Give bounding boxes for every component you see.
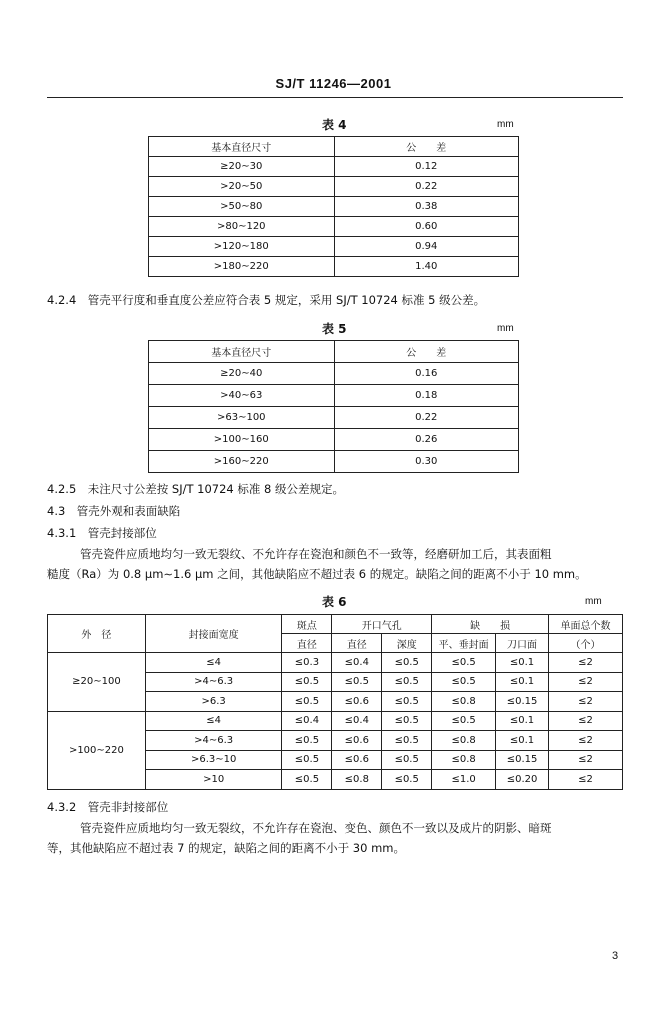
table6-cell: ≤2 <box>549 770 623 790</box>
table6-cell: ≤0.1 <box>496 653 549 673</box>
table6-cell: ≤2 <box>549 750 623 770</box>
section-4-2-5: 4.2.5 未注尺寸公差按 SJ/T 10724 标准 8 级公差规定。 <box>47 482 345 496</box>
table6-cell: ≤0.6 <box>332 731 382 751</box>
table6-cell: ≤0.5 <box>432 653 496 673</box>
table4-header-cell: 基本直径尺寸 <box>149 137 335 157</box>
table6-header-row1 <box>48 615 623 634</box>
table5-cell: >63∼100 <box>149 407 335 429</box>
table5-cell: >40∼63 <box>149 385 335 407</box>
table-row <box>149 257 519 277</box>
table4-cell: 0.60 <box>334 217 518 237</box>
table4-cell: 1.40 <box>334 257 518 277</box>
table-row <box>149 237 519 257</box>
table6-cell: ≤2 <box>549 653 623 673</box>
table6-cell: ≤0.5 <box>282 750 332 770</box>
table-row <box>149 177 519 197</box>
table6-header-pore-depth: 深度 <box>382 634 432 653</box>
table6-cell: ≤0.5 <box>332 672 382 692</box>
table5-cell: 0.30 <box>334 451 518 473</box>
table5-cell: 0.22 <box>334 407 518 429</box>
table6-header-seal: 封接面宽度 <box>145 615 282 653</box>
table4-cell: 0.22 <box>334 177 518 197</box>
table4-cell: 0.12 <box>334 157 518 177</box>
para-4-3-1-line1: 管壳瓷件应质地均匀一致无裂纹、不允许存在瓷泡和颜色不一致等，经磨研加工后，其表面粗 <box>80 547 552 561</box>
table6-outer-cell: >100∼220 <box>48 711 146 789</box>
table-row <box>149 197 519 217</box>
table6-cell: ≤4 <box>145 711 282 731</box>
table6-header-total-unit: （个） <box>549 634 623 653</box>
header-rule <box>47 97 623 98</box>
section-4-3-2: 4.3.2 管壳非封接部位 <box>47 800 169 814</box>
table4-cell: >80∼120 <box>149 217 335 237</box>
table6-cell: ≤2 <box>549 711 623 731</box>
table6-header-pore-diameter: 直径 <box>332 634 382 653</box>
table6-cell: >6.3∼10 <box>145 750 282 770</box>
table6-caption: 表 6 <box>322 595 347 609</box>
table4-body <box>149 137 519 277</box>
table6-cell: >6.3 <box>145 692 282 712</box>
table6-cell: ≤0.8 <box>332 770 382 790</box>
table5 <box>148 340 519 473</box>
table6-cell: ≤0.5 <box>282 770 332 790</box>
table6-cell: ≤0.20 <box>496 770 549 790</box>
table6-cell: ≤0.5 <box>432 672 496 692</box>
table5-unit: mm <box>497 323 514 334</box>
table-row <box>149 451 519 473</box>
table6-cell: ≤2 <box>549 672 623 692</box>
table-row <box>149 385 519 407</box>
table5-cell: >100∼160 <box>149 429 335 451</box>
table6-cell: ≤0.5 <box>382 770 432 790</box>
para-4-3-1-line2: 糙度（Ra）为 0.8 μm∼1.6 μm 之间，其他缺陷应不超过表 6 的规定。缺陷之间的距离不小于 10 mm。 <box>47 567 587 581</box>
table-row <box>149 429 519 451</box>
table4-cell: ≥20∼30 <box>149 157 335 177</box>
table-row <box>149 157 519 177</box>
section-4-2-4: 4.2.4 管壳平行度和垂直度公差应符合表 5 规定，采用 SJ/T 10724 标准 5 级公差。 <box>47 293 486 307</box>
table6-cell: ≤0.5 <box>382 653 432 673</box>
table6-cell: ≤0.8 <box>432 692 496 712</box>
table4-cell: >50∼80 <box>149 197 335 217</box>
table-row <box>149 217 519 237</box>
table-row <box>149 363 519 385</box>
table6-header-total: 单面总个数 <box>549 615 623 634</box>
table6-outer-cell: ≥20∼100 <box>48 653 146 712</box>
table4-caption: 表 4 <box>322 118 347 132</box>
table6-header-chip-flat: 平、垂封面 <box>432 634 496 653</box>
table4-cell: >120∼180 <box>149 237 335 257</box>
table6-cell: ≤0.1 <box>496 711 549 731</box>
table6-cell: ≤0.1 <box>496 672 549 692</box>
table6-cell: >4∼6.3 <box>145 731 282 751</box>
table6-header-chip: 缺 损 <box>432 615 549 634</box>
table6-cell: ≤0.5 <box>432 711 496 731</box>
table6-cell: ≤0.15 <box>496 750 549 770</box>
table5-caption: 表 5 <box>322 322 347 336</box>
table6-cell: ≤0.6 <box>332 692 382 712</box>
table4-cell: >180∼220 <box>149 257 335 277</box>
table5-cell: >160∼220 <box>149 451 335 473</box>
table4-unit: mm <box>497 119 514 130</box>
table6-cell: ≤0.5 <box>382 750 432 770</box>
table5-cell: 0.18 <box>334 385 518 407</box>
table4-header-row <box>149 137 519 157</box>
table6-cell: >10 <box>145 770 282 790</box>
table5-cell: ≥20∼40 <box>149 363 335 385</box>
table5-cell: 0.16 <box>334 363 518 385</box>
table6-cell: ≤0.5 <box>382 711 432 731</box>
table5-header-cell: 基本直径尺寸 <box>149 341 335 363</box>
table6-unit: mm <box>585 596 602 607</box>
table6-cell: ≤0.5 <box>282 692 332 712</box>
table6-header-spot-diameter: 直径 <box>282 634 332 653</box>
table6 <box>47 614 623 790</box>
table6-cell: ≤0.8 <box>432 731 496 751</box>
table4-header-cell: 公 差 <box>334 137 518 157</box>
table4 <box>148 136 519 277</box>
table6-cell: >4∼6.3 <box>145 672 282 692</box>
table-row <box>149 407 519 429</box>
table4-cell: >20∼50 <box>149 177 335 197</box>
table6-cell: ≤0.8 <box>432 750 496 770</box>
table6-cell: ≤0.4 <box>282 711 332 731</box>
table6-header-outer: 外 径 <box>48 615 146 653</box>
table6-body <box>48 615 623 790</box>
section-4-3-1: 4.3.1 管壳封接部位 <box>47 526 157 540</box>
table5-header-row <box>149 341 519 363</box>
table6-cell: ≤0.15 <box>496 692 549 712</box>
table5-cell: 0.26 <box>334 429 518 451</box>
page-number: 3 <box>612 950 619 962</box>
table6-cell: ≤0.4 <box>332 653 382 673</box>
table6-header-chip-edge: 刀口面 <box>496 634 549 653</box>
table6-cell: ≤1.0 <box>432 770 496 790</box>
table4-cell: 0.38 <box>334 197 518 217</box>
para-4-3-2-line1: 管壳瓷件应质地均匀一致无裂纹，不允许存在瓷泡、变色、颜色不一致以及成片的阴影、暗斑 <box>80 821 552 835</box>
table-row <box>48 653 623 673</box>
table6-cell: ≤4 <box>145 653 282 673</box>
table6-cell: ≤2 <box>549 692 623 712</box>
table6-header-spot: 斑点 <box>282 615 332 634</box>
table6-header-pore: 开口气孔 <box>332 615 432 634</box>
table5-body <box>149 341 519 473</box>
table6-cell: ≤0.4 <box>332 711 382 731</box>
document-header: SJ/T 11246—2001 <box>275 76 392 91</box>
table6-cell: ≤0.5 <box>282 731 332 751</box>
table6-cell: ≤2 <box>549 731 623 751</box>
section-4-3: 4.3 管壳外观和表面缺陷 <box>47 504 181 518</box>
table6-cell: ≤0.5 <box>382 731 432 751</box>
table4-cell: 0.94 <box>334 237 518 257</box>
para-4-3-2-line2: 等，其他缺陷应不超过表 7 的规定，缺陷之间的距离不小于 30 mm。 <box>47 841 405 855</box>
table-row <box>48 711 623 731</box>
table6-cell: ≤0.3 <box>282 653 332 673</box>
table6-cell: ≤0.5 <box>382 692 432 712</box>
table6-cell: ≤0.5 <box>282 672 332 692</box>
table6-cell: ≤0.6 <box>332 750 382 770</box>
table6-cell: ≤0.5 <box>382 672 432 692</box>
table6-cell: ≤0.1 <box>496 731 549 751</box>
table5-header-cell: 公 差 <box>334 341 518 363</box>
